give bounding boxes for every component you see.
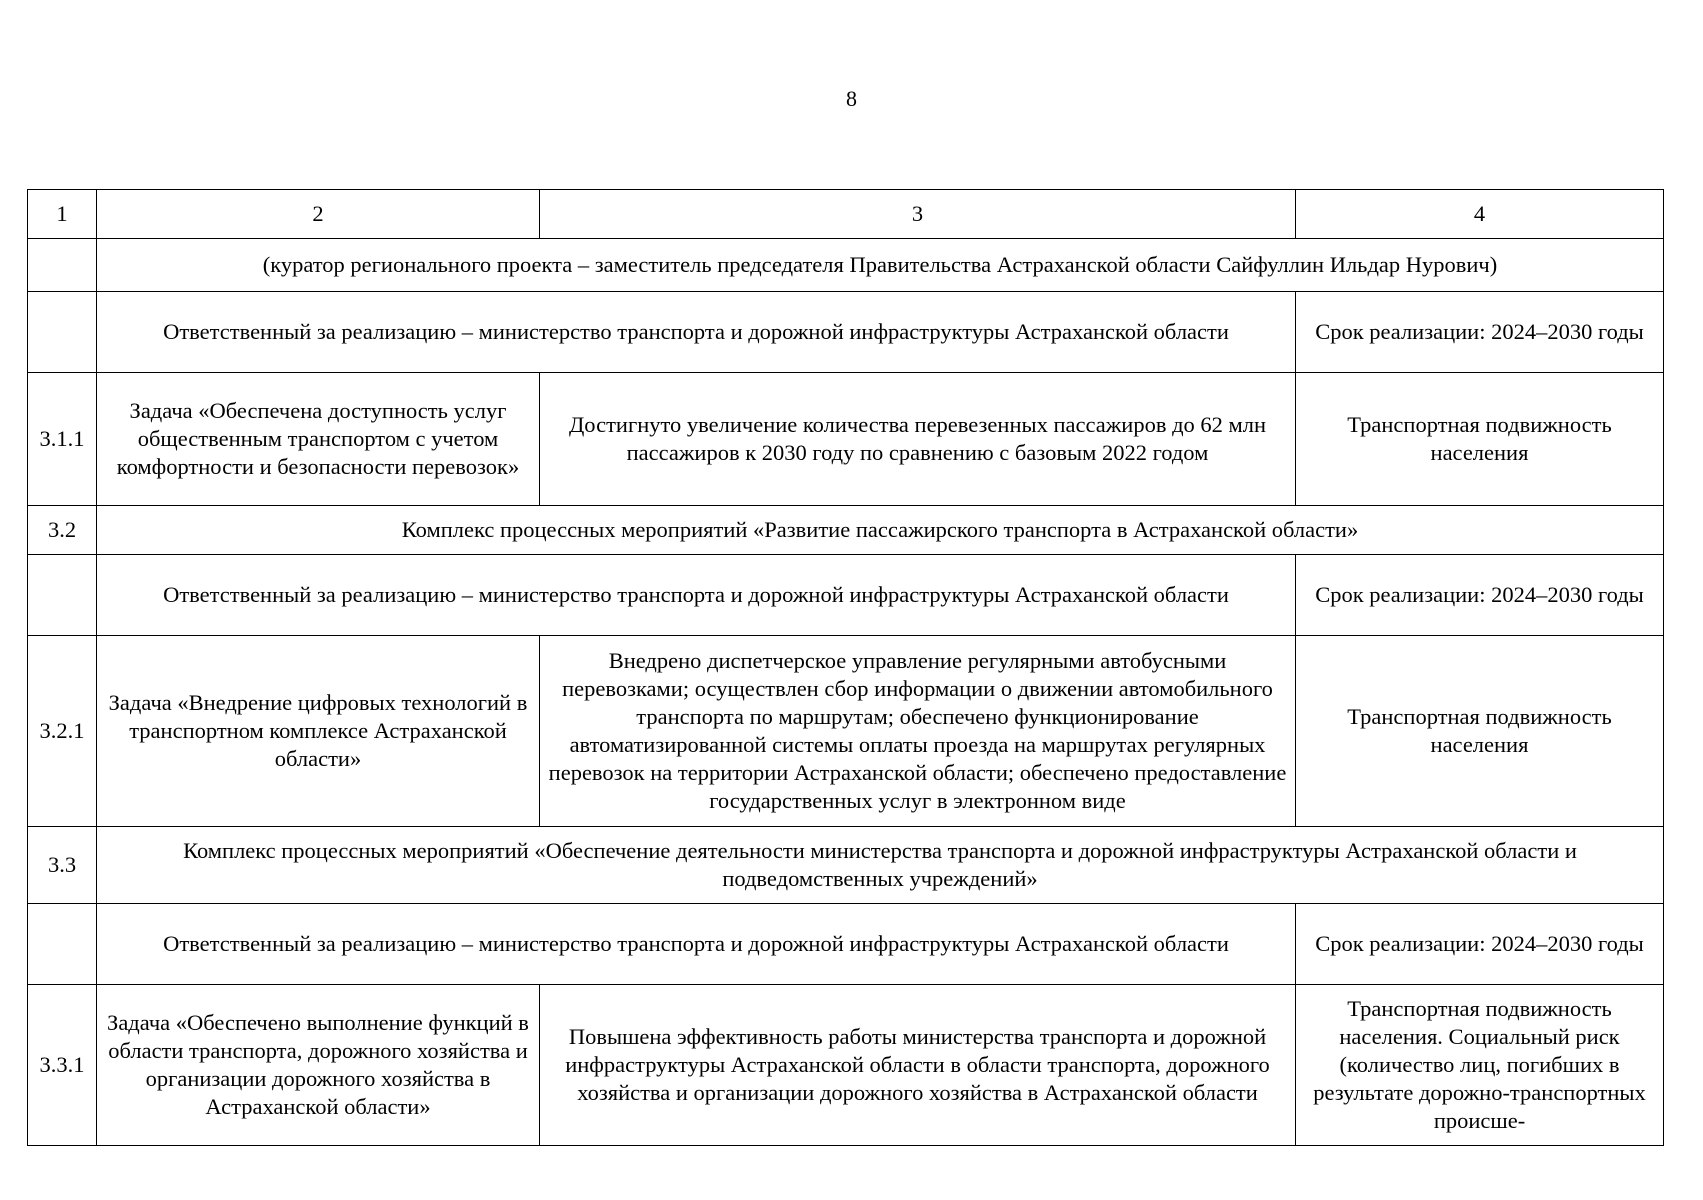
term-cell: Срок реализации: 2024–2030 годы <box>1296 292 1664 373</box>
table-header-row <box>28 190 1664 239</box>
responsible-cell: Ответственный за реализацию – министерство транспорта и дорожной инфраструктуры Астраханской области <box>97 904 1296 985</box>
indicator-cell: Транспортная подвижность населения <box>1296 373 1664 506</box>
task-cell: Задача «Обеспечена доступность услуг общественным транспортом с учетом комфортности и безопасности перевозок» <box>97 373 540 506</box>
empty-num-cell <box>28 239 97 292</box>
result-cell: Внедрено диспетчерское управление регулярными автобусными перевозками; осуществлен сбор информации о движении автомобильного транспорта по маршрутам; обеспечено функционирование автоматизированной системы оплаты проезда на маршрутах регулярных перевозок на территории Астраханской области; обеспечено предоставление государственных услуг в электронном виде <box>540 636 1296 827</box>
row-number: 3.3 <box>28 827 97 904</box>
table-row <box>28 506 1664 555</box>
row-number: 3.1.1 <box>28 373 97 506</box>
table-row <box>28 292 1664 373</box>
table-row <box>28 904 1664 985</box>
responsible-cell: Ответственный за реализацию – министерство транспорта и дорожной инфраструктуры Астраханской области <box>97 292 1296 373</box>
header-cell-3: 3 <box>540 190 1296 239</box>
result-cell: Достигнуто увеличение количества перевезенных пассажиров до 62 млн пассажиров к 2030 году по сравнению с базовым 2022 годом <box>540 373 1296 506</box>
empty-num-cell <box>28 904 97 985</box>
section-title-cell: Комплекс процессных мероприятий «Развитие пассажирского транспорта в Астраханской области» <box>97 506 1664 555</box>
empty-num-cell <box>28 292 97 373</box>
program-structure-table <box>27 189 1664 1146</box>
table-row <box>28 555 1664 636</box>
responsible-cell: Ответственный за реализацию – министерство транспорта и дорожной инфраструктуры Астраханской области <box>97 555 1296 636</box>
table-row <box>28 827 1664 904</box>
curator-cell: (куратор регионального проекта – заместитель председателя Правительства Астраханской области Сайфуллин Ильдар Нурович) <box>97 239 1664 292</box>
result-cell: Повышена эффективность работы министерства транспорта и дорожной инфраструктуры Астраханской области в области транспорта, дорожного хозяйства и организации дорожного хозяйства в Астраханской области <box>540 985 1296 1146</box>
term-cell: Срок реализации: 2024–2030 годы <box>1296 555 1664 636</box>
task-cell: Задача «Обеспечено выполнение функций в области транспорта, дорожного хозяйства и организации дорожного хозяйства в Астраханской области» <box>97 985 540 1146</box>
table-row <box>28 373 1664 506</box>
indicator-cell: Транспортная подвижность населения. Социальный риск (количество лиц, погибших в результате дорожно-транспортных происше- <box>1296 985 1664 1146</box>
header-cell-1: 1 <box>28 190 97 239</box>
term-cell: Срок реализации: 2024–2030 годы <box>1296 904 1664 985</box>
table-row <box>28 239 1664 292</box>
row-number: 3.3.1 <box>28 985 97 1146</box>
row-number: 3.2 <box>28 506 97 555</box>
page-number: 8 <box>846 86 857 111</box>
table-row <box>28 636 1664 827</box>
header-cell-4: 4 <box>1296 190 1664 239</box>
table-row <box>28 985 1664 1146</box>
section-title-cell: Комплекс процессных мероприятий «Обеспечение деятельности министерства транспорта и дорожной инфраструктуры Астраханской области и подведомственных учреждений» <box>97 827 1664 904</box>
header-cell-2: 2 <box>97 190 540 239</box>
task-cell: Задача «Внедрение цифровых технологий в транспортном комплексе Астраханской области» <box>97 636 540 827</box>
empty-num-cell <box>28 555 97 636</box>
row-number: 3.2.1 <box>28 636 97 827</box>
indicator-cell: Транспортная подвижность населения <box>1296 636 1664 827</box>
